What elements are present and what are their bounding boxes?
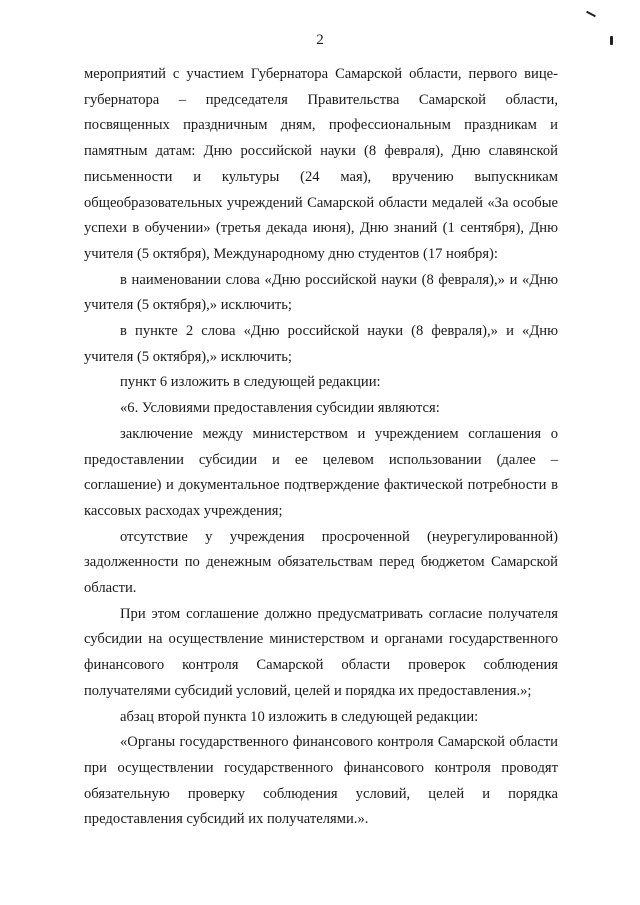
document-body <box>84 62 558 833</box>
paragraph: «6. Условиями предоставления субсидии являются: <box>120 400 440 417</box>
paragraph: заключение между министерством и учреждением соглашения о предоставлении субсидии и ее целевом использовании (далее – соглашение) и документальное подтверждение фактической потребности в кассовых расходах учреждения; <box>84 425 558 519</box>
scan-mark <box>586 11 596 17</box>
paragraph: При этом соглашение должно предусматривать согласие получателя субсидии на осуществление министерством и органами государственного финансового контроля Самарской области проверок соблюдения получателями субсидий условий, целей и порядка их предоставления.»; <box>84 605 558 699</box>
paragraph: «Органы государственного финансового контроля Самарской области при осуществлении государственного финансового контроля проводят обязательную проверку соблюдения условий, целей и порядка предоставления субсидий их получателями.». <box>84 734 558 828</box>
paragraph: в наименовании слова «Дню российской науки (8 февраля),» и «Дню учителя (5 октября),» исключить; <box>84 271 558 314</box>
paragraph: отсутствие у учреждения просроченной (неурегулированной) задолженности по денежным обязательствам перед бюджетом Самарской области. <box>84 528 558 597</box>
paragraph: в пункте 2 слова «Дню российской науки (8 февраля),» и «Дню учителя (5 октября),» исключить; <box>84 323 558 365</box>
paragraph: пункт 6 изложить в следующей редакции: <box>120 374 381 391</box>
page-number: 2 <box>316 32 324 48</box>
paragraph: мероприятий с участием Губернатора Самарской области, первого вице-губернатора – председателя Правительства Самарской области, посвященных праздничным дням, профессиональным праздникам и памятным датам: Дню российской науки (8 февраля), Дню славянской письменности и культуры (24 мая), вручению выпускникам общеобразовательных учреждений Самарской области медалей «За особые успехи в обучении» (третья декада июня), Дню знаний (1 сентября), Дню учителя (5 октября), Международному дню студентов (17 ноября): <box>84 66 558 262</box>
paragraph: абзац второй пункта 10 изложить в следующей редакции: <box>120 708 479 725</box>
